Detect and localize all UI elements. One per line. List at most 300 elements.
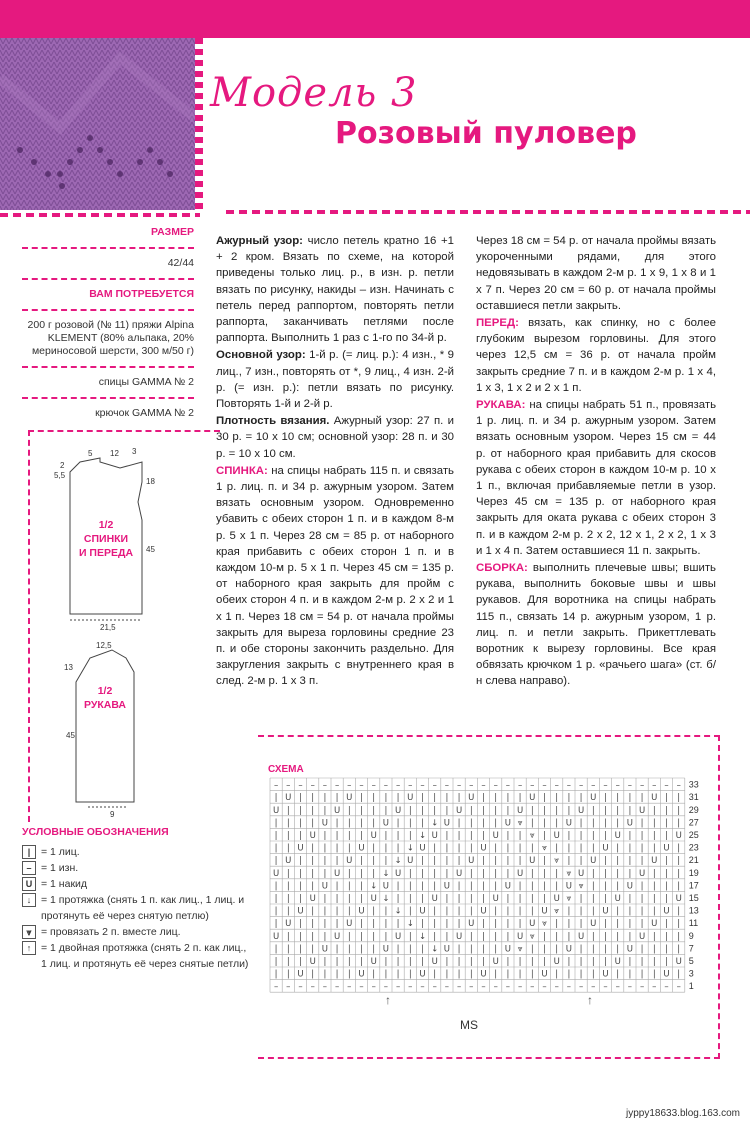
stitch-mark: |	[652, 843, 656, 854]
stitch-mark: |	[384, 843, 388, 854]
stitch-mark: |	[604, 957, 607, 967]
stitch-mark: |	[311, 868, 315, 879]
stitch-mark: –	[334, 780, 340, 791]
stitch-mark: |	[677, 843, 681, 854]
stitch-mark: |	[299, 919, 302, 930]
stitch-mark: |	[555, 868, 559, 879]
stitch-mark: |	[286, 944, 290, 955]
stitch-mark: U	[480, 969, 487, 980]
stitch-mark: |	[469, 843, 473, 854]
stitch-mark: |	[494, 969, 498, 980]
stitch-mark: U	[626, 881, 634, 892]
stitch-mark: |	[323, 957, 327, 967]
stitch-mark: |	[347, 894, 351, 904]
legend-item	[22, 940, 252, 972]
stitch-mark: |	[518, 843, 522, 854]
stitch-mark: |	[616, 919, 620, 930]
stitch-mark: U	[333, 931, 341, 942]
stitch-mark: –	[517, 780, 523, 791]
stitch-mark: |	[616, 881, 620, 892]
stitch-mark: |	[372, 843, 376, 854]
stitch-mark: |	[616, 843, 620, 854]
stitch-mark: |	[372, 818, 376, 829]
stitch-mark: |	[372, 856, 376, 867]
stitch-mark: |	[652, 868, 656, 879]
stitch-mark: |	[665, 805, 668, 816]
stitch-mark: U	[309, 831, 316, 841]
stitch-mark: |	[482, 856, 485, 867]
stitch-mark: |	[311, 944, 315, 955]
stitch-mark: |	[506, 805, 510, 816]
stitch-mark: |	[579, 944, 583, 955]
stitch-mark: |	[494, 931, 498, 942]
stitch-mark: –	[530, 780, 535, 791]
dim-label: 5	[88, 449, 93, 458]
stitch-mark: ⩔	[529, 931, 535, 942]
stitch-mark: |	[665, 944, 668, 955]
stitch-mark: –	[371, 982, 376, 993]
stitch-mark: |	[372, 944, 376, 955]
footer-url: jyppy18633.blog.163.com	[626, 1108, 740, 1119]
stitch-mark: –	[298, 982, 303, 993]
stitch-mark: |	[506, 843, 510, 854]
stitch-mark: U	[358, 843, 365, 854]
stitch-mark: –	[493, 780, 498, 791]
stitch-mark: |	[408, 868, 412, 879]
ssk-symbol-icon: ↓	[22, 893, 36, 907]
stitch-mark: |	[311, 906, 315, 917]
stitch-mark: –	[664, 982, 669, 993]
stitch-mark: |	[384, 805, 388, 816]
stitch-mark: |	[640, 944, 644, 955]
stitch-mark: |	[640, 818, 644, 829]
hook-spec: крючок GAMMA № 2	[95, 407, 194, 419]
stitch-mark: |	[286, 805, 290, 816]
stitch-mark: |	[408, 831, 412, 841]
stitch-mark: |	[335, 793, 339, 804]
stitch-mark: |	[323, 856, 327, 867]
stitch-mark: |	[396, 793, 400, 804]
stitch-mark: |	[408, 931, 412, 942]
stitch-mark: |	[286, 894, 290, 904]
stitch-mark: |	[457, 831, 461, 841]
stitch-mark: |	[628, 894, 632, 904]
stitch-mark: –	[542, 982, 547, 993]
stitch-mark: |	[311, 856, 315, 867]
stitch-mark: |	[323, 868, 327, 879]
stitch-mark: U	[285, 793, 292, 804]
stitch-mark: |	[299, 868, 302, 879]
stitch-mark: |	[652, 831, 656, 841]
stitch-mark: |	[335, 856, 339, 867]
paragraph: на спицы набрать 115 п. и связать 1 р. лиц. п. и 34 р. ажурным узором. Затем вязать основным узором. Одновременно убавить с обеих сторон 1 п. и в каждом 8-м р. 5 х 1 п. Через 28 см = 85 р. от наборного края прибавить с обеих сторон 1 п. и в каждом 10-м р. 5 х 1 п. Через 45 см = 135 р. от наборного края закрыть для пройм с обеих сторон 4 п. и в каждом 2-м р. 2 х 2 и 1 х 1 п. Через 18 см = 54 р. от начала проймы закрыть для выреза горловины средние 23 п. и обе стороны закончить раздельно. Для закругления закрыть с внутреннего края в след. 2-м р. 1 х 3 п.	[216, 464, 454, 688]
row-number: 23	[688, 842, 699, 853]
stitch-mark: |	[543, 957, 546, 967]
stitch-mark: |	[299, 944, 302, 955]
stitch-mark: |	[469, 957, 473, 967]
stitch-mark: |	[555, 944, 559, 955]
yarn-over-symbol-icon: U	[22, 877, 36, 891]
stitch-mark: ⩔	[554, 906, 560, 917]
stitch-mark: |	[640, 831, 644, 841]
dim-label: 45	[146, 545, 155, 554]
stitch-mark: U	[651, 856, 658, 867]
stitch-mark: U	[602, 843, 609, 854]
stitch-mark: |	[579, 969, 583, 980]
stitch-mark: |	[482, 868, 485, 879]
stitch-mark: –	[371, 780, 376, 791]
stitch-mark: |	[286, 957, 290, 967]
stitch-mark: |	[469, 944, 473, 955]
stitch-mark: |	[665, 831, 668, 841]
diagram-label: СПИНКИ	[83, 533, 129, 545]
stitch-mark: |	[555, 843, 559, 854]
stitch-mark: U	[638, 931, 646, 942]
stitch-mark: U	[590, 793, 597, 804]
stitch-mark: |	[591, 868, 595, 879]
stitch-mark: |	[372, 919, 376, 930]
stitch-mark: |	[640, 843, 644, 854]
stitch-mark: |	[421, 919, 424, 930]
stitch-mark: –	[652, 982, 657, 993]
stitch-mark: |	[421, 894, 424, 904]
stitch-mark: –	[530, 982, 535, 993]
stitch-mark: U	[675, 831, 682, 841]
stitch-mark: |	[396, 881, 400, 892]
stitch-mark: |	[677, 868, 681, 879]
row-number: 21	[688, 855, 699, 866]
stitch-mark: |	[652, 805, 656, 816]
heading: СБОРКА:	[476, 562, 528, 575]
stitch-mark: –	[542, 780, 547, 791]
stitch-mark: |	[408, 944, 412, 955]
stitch-mark: |	[628, 856, 632, 867]
stitch-mark: |	[579, 957, 583, 967]
stitch-mark: –	[383, 982, 389, 993]
stitch-mark: |	[396, 969, 400, 980]
stitch-mark: U	[577, 931, 585, 942]
row-number: 7	[688, 943, 694, 954]
stitch-mark: U	[529, 856, 536, 867]
stitch-mark: U	[455, 868, 463, 879]
stitch-mark: –	[347, 780, 352, 791]
model-number: Модель 3	[210, 70, 418, 116]
stitch-mark: |	[421, 856, 424, 867]
stitch-mark: |	[274, 856, 278, 867]
materials-panel	[22, 226, 194, 424]
stitch-mark: –	[566, 780, 572, 791]
stitch-mark: |	[311, 931, 315, 942]
stitch-mark: |	[433, 919, 437, 930]
stitch-mark: –	[481, 982, 486, 993]
stitch-mark: |	[518, 793, 522, 804]
size-value: 42/44	[167, 257, 194, 269]
stitch-mark: |	[274, 793, 278, 804]
dim-label: 21,5	[100, 623, 116, 632]
stitch-mark: |	[482, 793, 485, 804]
stitch-mark: |	[628, 843, 632, 854]
stitch-mark: |	[360, 931, 363, 942]
stitch-mark: |	[567, 856, 571, 867]
stitch-mark: ↓	[382, 868, 390, 879]
stitch-mark: |	[665, 931, 668, 942]
legend-item	[22, 924, 252, 940]
pattern-diagrams	[28, 430, 220, 822]
needles-spec: спицы GAMMA № 2	[98, 376, 194, 388]
stitch-mark: –	[298, 780, 303, 791]
stitch-mark: –	[347, 982, 352, 993]
stitch-mark: –	[456, 982, 462, 993]
stitch-mark: U	[309, 957, 316, 967]
heading: СПИНКА:	[216, 464, 268, 477]
stitch-mark: U	[468, 856, 475, 867]
stitch-mark: |	[396, 944, 400, 955]
stitch-mark: U	[285, 919, 292, 930]
stitch-mark: U	[468, 919, 475, 930]
stitch-mark: |	[286, 868, 290, 879]
stitch-mark: |	[384, 793, 388, 804]
legend-text: = провязать 2 п. вместе лиц.	[41, 926, 181, 938]
stitch-mark: |	[384, 906, 388, 917]
stitch-mark: |	[677, 969, 681, 980]
stitch-mark: |	[567, 919, 571, 930]
stitch-mark: |	[396, 818, 400, 829]
stitch-mark: |	[274, 944, 278, 955]
stitch-mark: |	[543, 881, 546, 892]
stitch-mark: |	[677, 931, 681, 942]
stitch-mark: |	[445, 868, 449, 879]
stitch-mark: ↓	[406, 919, 414, 930]
stitch-mark: ↓	[382, 894, 390, 904]
stitch-mark: |	[408, 818, 412, 829]
stitch-mark: |	[591, 805, 595, 816]
stitch-mark: |	[445, 969, 449, 980]
stitch-mark: U	[577, 868, 585, 879]
stitch-mark: U	[541, 969, 548, 980]
stitch-mark: ↓	[431, 818, 439, 829]
stitch-mark: |	[421, 957, 424, 967]
stitch-mark: |	[640, 894, 644, 904]
stitch-mark: |	[640, 906, 644, 917]
stitch-mark: ⩔	[566, 894, 572, 904]
repeat-arrow-icon: ↑	[385, 993, 391, 1006]
stitch-mark: |	[396, 957, 400, 967]
stitch-mark: |	[469, 868, 473, 879]
stitch-mark: |	[591, 894, 595, 904]
stitch-mark: |	[616, 805, 620, 816]
stitch-mark: |	[604, 881, 607, 892]
stitch-mark: |	[274, 881, 278, 892]
stitch-mark: |	[384, 856, 388, 867]
stitch-mark: U	[346, 856, 353, 867]
stitch-mark: |	[384, 919, 388, 930]
stitch-mark: |	[457, 843, 461, 854]
stitch-mark: |	[323, 805, 327, 816]
heading: ПЕРЕД:	[476, 317, 519, 330]
scheme-title: СХЕМА	[268, 764, 304, 775]
stitch-mark: |	[604, 931, 607, 942]
stitch-mark: –	[273, 982, 279, 993]
divider	[22, 278, 194, 280]
dim-label: 5,5	[54, 471, 66, 480]
stitch-mark: ↓	[394, 856, 402, 867]
stitch-mark: U	[394, 931, 402, 942]
paragraph: выполнить плечевые швы; вшить рукава, выполнить боковые швы и швы рукавов. Для воротника на спицы набрать 115 п., связать 14 р. ажурным узором, 1 р. лиц. п. и петли закрыть. Прикеттлевать воротник к вырезу горловины. Все края обвязать крючком 1 р. «рачьего шага» (ст. б/н слева направо).	[476, 562, 716, 688]
title-underline	[226, 210, 750, 214]
stitch-mark: ⩔	[542, 919, 547, 930]
stitch-mark: |	[445, 805, 449, 816]
stitch-mark: |	[274, 969, 278, 980]
stitch-mark: U	[529, 919, 536, 930]
divider	[22, 309, 194, 311]
stitch-mark: U	[516, 868, 524, 879]
stitch-mark: |	[396, 831, 400, 841]
stitch-mark: U	[565, 944, 573, 955]
stitch-mark: |	[677, 881, 681, 892]
stitch-mark: |	[286, 831, 290, 841]
stitch-mark: |	[567, 906, 571, 917]
stitch-mark: |	[591, 843, 595, 854]
stitch-mark: |	[445, 919, 449, 930]
stitch-mark: –	[676, 780, 681, 791]
stitch-mark: U	[382, 881, 390, 892]
stitch-mark: |	[433, 906, 437, 917]
stitch-mark: |	[530, 818, 534, 829]
stitch-mark: U	[419, 969, 426, 980]
stitch-mark: |	[567, 931, 571, 942]
knit-symbol-icon: |	[22, 845, 36, 859]
stitch-mark: |	[506, 894, 510, 904]
stitch-mark: U	[614, 957, 621, 967]
stitch-mark: |	[384, 931, 388, 942]
stitch-mark: U	[663, 906, 670, 917]
stitch-mark: |	[347, 831, 351, 841]
legend-text: = 1 изн.	[41, 862, 79, 874]
stitch-mark: |	[408, 969, 412, 980]
stitch-mark: |	[360, 831, 363, 841]
stitch-mark: |	[457, 793, 461, 804]
row-number: 17	[688, 880, 699, 891]
stitch-mark: |	[445, 831, 449, 841]
stitch-mark: |	[372, 793, 376, 804]
stitch-mark: |	[579, 793, 583, 804]
stitch-mark: |	[360, 957, 363, 967]
stitch-mark: –	[310, 982, 315, 993]
stitch-mark: |	[591, 931, 595, 942]
stitch-mark: |	[372, 868, 376, 879]
stitch-mark: –	[664, 780, 669, 791]
stitch-mark: |	[604, 894, 607, 904]
stitch-mark: U	[516, 931, 524, 942]
paragraph: вязать, как спинку, но с более глубоким вырезом горловины. Для этого через 12,5 см = 36 р. от начала пройм закрыть средние 7 п. и в каждом 2-м р. 1 х 4, 1 х 3, 1 х 2 и 2 х 1 п.	[476, 317, 716, 394]
stitch-mark: |	[335, 881, 339, 892]
stitch-mark: |	[616, 906, 620, 917]
stitch-mark: |	[506, 919, 510, 930]
instructions-column-2	[476, 233, 716, 691]
stitch-mark: |	[628, 906, 632, 917]
stitch-mark: |	[628, 919, 632, 930]
stitch-mark: |	[408, 957, 412, 967]
purl-symbol-icon: –	[22, 861, 36, 875]
heading: Основной узор:	[216, 349, 306, 362]
sleeve-outline	[76, 650, 134, 802]
stitch-mark: –	[615, 780, 620, 791]
stitch-mark: |	[421, 944, 424, 955]
stitch-mark: |	[494, 856, 498, 867]
stitch-mark: U	[626, 818, 634, 829]
stitch-mark: U	[333, 868, 341, 879]
stitch-mark: –	[456, 780, 462, 791]
stitch-mark: |	[286, 881, 290, 892]
stitch-mark: U	[504, 944, 512, 955]
stitch-mark: |	[652, 944, 656, 955]
stitch-mark: –	[359, 982, 364, 993]
stitch-mark: |	[421, 881, 424, 892]
stitch-mark: |	[530, 944, 534, 955]
stitch-mark: U	[407, 856, 414, 867]
stitch-mark: |	[665, 957, 668, 967]
stitch-mark: U	[370, 957, 377, 967]
stitch-mark: –	[603, 780, 608, 791]
stitch-mark: –	[444, 780, 450, 791]
dim-label: 3	[132, 447, 137, 456]
stitch-mark: |	[323, 919, 327, 930]
stitch-mark: |	[274, 919, 278, 930]
stitch-mark: |	[567, 805, 571, 816]
stitch-mark: |	[591, 881, 595, 892]
stitch-mark: |	[323, 931, 327, 942]
stitch-mark: ↓	[418, 831, 427, 841]
stitch-mark: |	[421, 793, 424, 804]
row-number: 13	[688, 905, 699, 916]
stitch-mark: |	[665, 881, 668, 892]
stitch-mark: |	[311, 805, 315, 816]
stitch-mark: |	[323, 906, 327, 917]
dim-label: 9	[110, 810, 115, 819]
stitch-mark: U	[272, 805, 280, 816]
stitch-mark: –	[432, 982, 437, 993]
stitch-mark: |	[396, 843, 400, 854]
stitch-mark: |	[299, 818, 302, 829]
stitch-mark: U	[297, 969, 304, 980]
yarn-spec: 200 г розовой (№ 11) пряжи Alpina KLEMENT (80% альпака, 20% мериносовой шерсти, 300 м/50 г)	[27, 319, 194, 357]
stitch-mark: U	[358, 906, 365, 917]
diagram-label: 1/2	[98, 519, 114, 531]
stitch-mark: |	[384, 969, 388, 980]
legend-item	[22, 876, 252, 892]
stitch-mark: –	[554, 780, 559, 791]
stitch-mark: ↓	[406, 843, 414, 854]
stitch-mark: |	[408, 805, 412, 816]
stitch-mark: U	[638, 868, 646, 879]
stitch-mark: |	[555, 818, 559, 829]
stitch-mark: |	[347, 944, 351, 955]
ms-label: MS	[460, 1018, 478, 1032]
stitch-mark: |	[299, 856, 302, 867]
stitch-mark: |	[628, 969, 632, 980]
stitch-mark: |	[421, 818, 424, 829]
stitch-mark: |	[494, 868, 498, 879]
stitch-mark: |	[591, 969, 595, 980]
stitch-mark: U	[285, 856, 292, 867]
stitch-mark: |	[530, 805, 534, 816]
legend-text: = 1 лиц.	[41, 846, 80, 858]
stitch-mark: |	[652, 881, 656, 892]
stitch-mark: |	[299, 931, 302, 942]
stitch-mark: |	[286, 818, 290, 829]
stitch-mark: U	[663, 843, 670, 854]
stitch-mark: U	[577, 805, 585, 816]
